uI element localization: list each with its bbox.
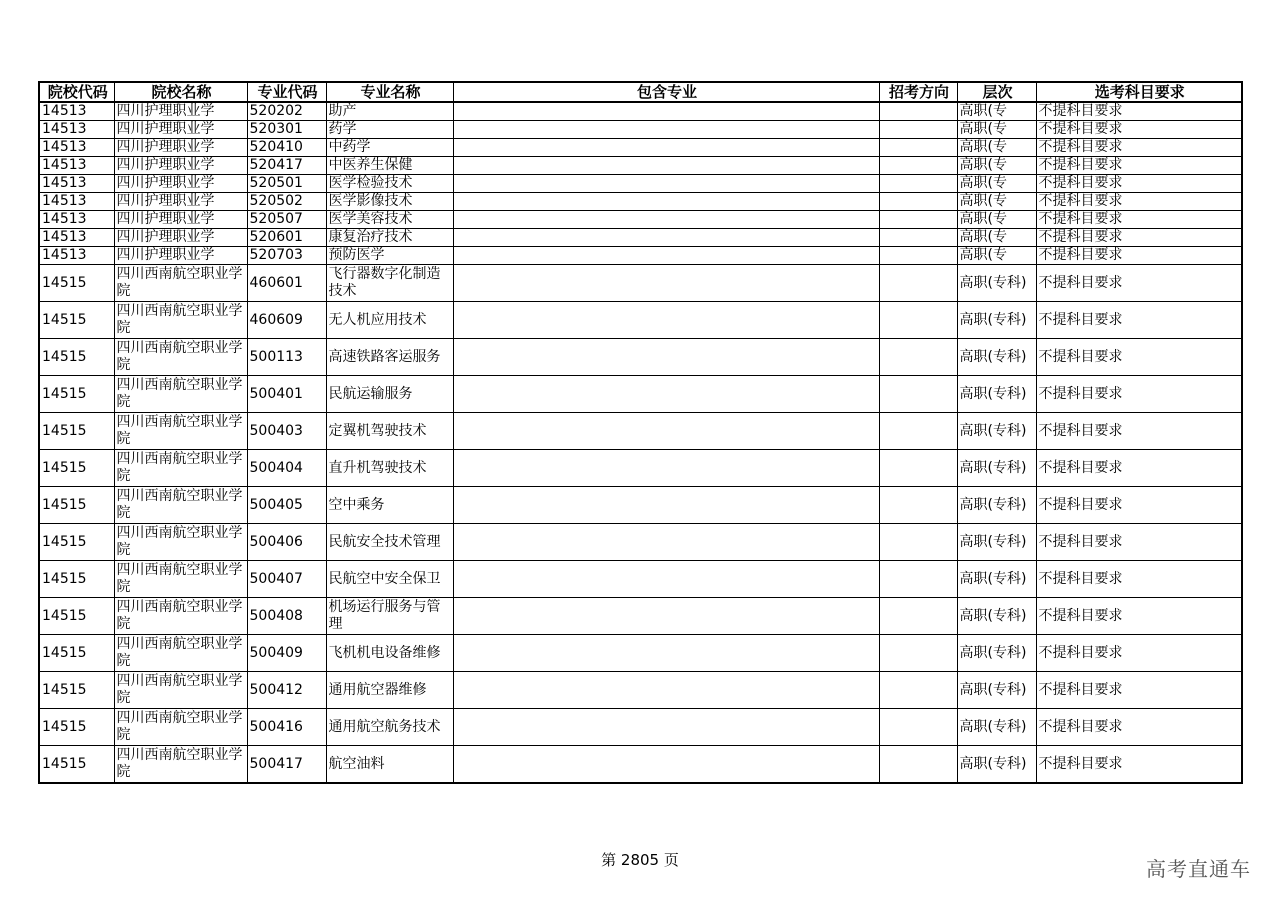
- cell-included-majors: [453, 709, 879, 746]
- cell-major-code: 500407: [247, 561, 326, 598]
- cell-level: 高职(专: [957, 102, 1036, 121]
- cell-school-code: 14515: [39, 524, 114, 561]
- cell-major-name: 通用航空器维修: [326, 672, 453, 709]
- cell-direction: [879, 376, 957, 413]
- cell-included-majors: [453, 450, 879, 487]
- cell-school-code: 14515: [39, 672, 114, 709]
- cell-major-name: 预防医学: [326, 247, 453, 265]
- cell-major-name: 民航空中安全保卫: [326, 561, 453, 598]
- cell-subject-requirement: 不提科目要求: [1036, 139, 1242, 157]
- cell-major-name: 中药学: [326, 139, 453, 157]
- cell-school-code: 14515: [39, 487, 114, 524]
- cell-direction: [879, 487, 957, 524]
- cell-major-code: 500404: [247, 450, 326, 487]
- cell-direction: [879, 561, 957, 598]
- table-row: [39, 746, 1242, 784]
- table-row: [39, 211, 1242, 229]
- cell-subject-requirement: 不提科目要求: [1036, 524, 1242, 561]
- cell-school-code: 14513: [39, 139, 114, 157]
- table-row: [39, 672, 1242, 709]
- cell-level: 高职(专科): [957, 487, 1036, 524]
- cell-major-code: 500408: [247, 598, 326, 635]
- cell-subject-requirement: 不提科目要求: [1036, 265, 1242, 302]
- cell-school-code: 14515: [39, 339, 114, 376]
- table-row: [39, 413, 1242, 450]
- cell-subject-requirement: 不提科目要求: [1036, 211, 1242, 229]
- cell-subject-requirement: 不提科目要求: [1036, 339, 1242, 376]
- cell-level: 高职(专科): [957, 339, 1036, 376]
- cell-school-code: 14513: [39, 157, 114, 175]
- cell-major-code: 500401: [247, 376, 326, 413]
- cell-major-name: 飞机机电设备维修: [326, 635, 453, 672]
- cell-school-code: 14515: [39, 450, 114, 487]
- table-row: [39, 229, 1242, 247]
- cell-level: 高职(专科): [957, 376, 1036, 413]
- cell-major-code: 520301: [247, 121, 326, 139]
- cell-level: 高职(专科): [957, 709, 1036, 746]
- cell-included-majors: [453, 193, 879, 211]
- cell-major-code: 500113: [247, 339, 326, 376]
- cell-major-code: 520507: [247, 211, 326, 229]
- cell-included-majors: [453, 265, 879, 302]
- cell-subject-requirement: 不提科目要求: [1036, 229, 1242, 247]
- table-row: [39, 157, 1242, 175]
- cell-included-majors: [453, 487, 879, 524]
- cell-included-majors: [453, 302, 879, 339]
- cell-major-code: 500417: [247, 746, 326, 784]
- cell-school-name: 四川西南航空职业学院: [114, 561, 247, 598]
- cell-subject-requirement: 不提科目要求: [1036, 376, 1242, 413]
- cell-major-code: 520703: [247, 247, 326, 265]
- cell-major-code: 460601: [247, 265, 326, 302]
- table-row: [39, 193, 1242, 211]
- table-row: [39, 339, 1242, 376]
- cell-included-majors: [453, 746, 879, 784]
- table-row: [39, 450, 1242, 487]
- cell-school-name: 四川护理职业学: [114, 121, 247, 139]
- cell-school-name: 四川西南航空职业学院: [114, 302, 247, 339]
- cell-level: 高职(专: [957, 157, 1036, 175]
- cell-level: 高职(专科): [957, 265, 1036, 302]
- cell-major-name: 高速铁路客运服务: [326, 339, 453, 376]
- cell-direction: [879, 139, 957, 157]
- cell-level: 高职(专科): [957, 746, 1036, 784]
- cell-included-majors: [453, 672, 879, 709]
- header-major-code: 专业代码: [247, 82, 326, 102]
- cell-level: 高职(专: [957, 211, 1036, 229]
- cell-direction: [879, 524, 957, 561]
- cell-subject-requirement: 不提科目要求: [1036, 746, 1242, 784]
- cell-school-name: 四川护理职业学: [114, 247, 247, 265]
- table-row: [39, 598, 1242, 635]
- cell-school-code: 14515: [39, 635, 114, 672]
- cell-school-name: 四川护理职业学: [114, 175, 247, 193]
- cell-school-name: 四川护理职业学: [114, 157, 247, 175]
- cell-direction: [879, 121, 957, 139]
- cell-school-code: 14515: [39, 598, 114, 635]
- cell-direction: [879, 598, 957, 635]
- cell-included-majors: [453, 247, 879, 265]
- cell-school-code: 14515: [39, 413, 114, 450]
- cell-major-name: 中医养生保健: [326, 157, 453, 175]
- cell-level: 高职(专科): [957, 635, 1036, 672]
- cell-direction: [879, 265, 957, 302]
- table-row: [39, 376, 1242, 413]
- header-major-name: 专业名称: [326, 82, 453, 102]
- cell-major-code: 500412: [247, 672, 326, 709]
- cell-school-code: 14515: [39, 376, 114, 413]
- cell-included-majors: [453, 229, 879, 247]
- cell-subject-requirement: 不提科目要求: [1036, 672, 1242, 709]
- header-direction: 招考方向: [879, 82, 957, 102]
- cell-school-name: 四川西南航空职业学院: [114, 376, 247, 413]
- table-row: [39, 175, 1242, 193]
- cell-major-name: 直升机驾驶技术: [326, 450, 453, 487]
- cell-included-majors: [453, 413, 879, 450]
- cell-direction: [879, 302, 957, 339]
- cell-direction: [879, 339, 957, 376]
- cell-school-name: 四川西南航空职业学院: [114, 672, 247, 709]
- cell-included-majors: [453, 157, 879, 175]
- cell-major-name: 康复治疗技术: [326, 229, 453, 247]
- cell-subject-requirement: 不提科目要求: [1036, 709, 1242, 746]
- cell-school-name: 四川西南航空职业学院: [114, 635, 247, 672]
- cell-included-majors: [453, 121, 879, 139]
- cell-major-code: 520502: [247, 193, 326, 211]
- cell-level: 高职(专科): [957, 450, 1036, 487]
- cell-included-majors: [453, 175, 879, 193]
- cell-direction: [879, 102, 957, 121]
- cell-school-name: 四川西南航空职业学院: [114, 487, 247, 524]
- cell-major-name: 民航运输服务: [326, 376, 453, 413]
- cell-major-code: 520417: [247, 157, 326, 175]
- table-row: [39, 247, 1242, 265]
- cell-direction: [879, 635, 957, 672]
- table-row: [39, 265, 1242, 302]
- cell-level: 高职(专科): [957, 598, 1036, 635]
- cell-school-name: 四川西南航空职业学院: [114, 746, 247, 784]
- cell-direction: [879, 746, 957, 784]
- table-row: [39, 121, 1242, 139]
- cell-included-majors: [453, 598, 879, 635]
- cell-subject-requirement: 不提科目要求: [1036, 121, 1242, 139]
- cell-subject-requirement: 不提科目要求: [1036, 561, 1242, 598]
- cell-school-code: 14515: [39, 709, 114, 746]
- cell-level: 高职(专: [957, 247, 1036, 265]
- cell-major-code: 500409: [247, 635, 326, 672]
- cell-subject-requirement: 不提科目要求: [1036, 193, 1242, 211]
- cell-major-code: 500403: [247, 413, 326, 450]
- cell-level: 高职(专: [957, 175, 1036, 193]
- admissions-table: [38, 81, 1243, 784]
- header-subject-requirement: 选考科目要求: [1036, 82, 1242, 102]
- cell-school-code: 14515: [39, 746, 114, 784]
- cell-major-name: 民航安全技术管理: [326, 524, 453, 561]
- cell-included-majors: [453, 139, 879, 157]
- cell-subject-requirement: 不提科目要求: [1036, 157, 1242, 175]
- cell-level: 高职(专: [957, 139, 1036, 157]
- cell-direction: [879, 709, 957, 746]
- cell-direction: [879, 157, 957, 175]
- cell-major-code: 500416: [247, 709, 326, 746]
- cell-major-code: 520410: [247, 139, 326, 157]
- cell-major-name: 医学影像技术: [326, 193, 453, 211]
- header-school-code: 院校代码: [39, 82, 114, 102]
- cell-school-name: 四川西南航空职业学院: [114, 709, 247, 746]
- cell-level: 高职(专科): [957, 524, 1036, 561]
- cell-major-name: 无人机应用技术: [326, 302, 453, 339]
- cell-major-name: 医学检验技术: [326, 175, 453, 193]
- table-row: [39, 139, 1242, 157]
- cell-school-name: 四川护理职业学: [114, 229, 247, 247]
- cell-level: 高职(专科): [957, 561, 1036, 598]
- cell-school-code: 14515: [39, 302, 114, 339]
- cell-major-name: 药学: [326, 121, 453, 139]
- cell-included-majors: [453, 635, 879, 672]
- table-row: [39, 487, 1242, 524]
- cell-school-name: 四川西南航空职业学院: [114, 524, 247, 561]
- table-header-row: [39, 82, 1242, 102]
- cell-subject-requirement: 不提科目要求: [1036, 450, 1242, 487]
- cell-subject-requirement: 不提科目要求: [1036, 635, 1242, 672]
- cell-school-name: 四川护理职业学: [114, 211, 247, 229]
- page-number: 第 2805 页: [601, 851, 679, 869]
- cell-major-name: 空中乘务: [326, 487, 453, 524]
- cell-direction: [879, 672, 957, 709]
- cell-school-name: 四川西南航空职业学院: [114, 450, 247, 487]
- cell-direction: [879, 450, 957, 487]
- table-row: [39, 709, 1242, 746]
- table-row: [39, 102, 1242, 121]
- cell-school-code: 14513: [39, 193, 114, 211]
- cell-direction: [879, 193, 957, 211]
- table-row: [39, 524, 1242, 561]
- cell-major-name: 助产: [326, 102, 453, 121]
- table-row: [39, 302, 1242, 339]
- cell-school-name: 四川西南航空职业学院: [114, 598, 247, 635]
- cell-included-majors: [453, 211, 879, 229]
- cell-included-majors: [453, 561, 879, 598]
- cell-direction: [879, 175, 957, 193]
- table-row: [39, 635, 1242, 672]
- cell-school-name: 四川护理职业学: [114, 139, 247, 157]
- cell-direction: [879, 247, 957, 265]
- cell-school-code: 14515: [39, 561, 114, 598]
- cell-level: 高职(专科): [957, 413, 1036, 450]
- cell-subject-requirement: 不提科目要求: [1036, 487, 1242, 524]
- cell-level: 高职(专: [957, 229, 1036, 247]
- cell-major-code: 500405: [247, 487, 326, 524]
- cell-major-code: 520202: [247, 102, 326, 121]
- cell-school-code: 14513: [39, 229, 114, 247]
- cell-included-majors: [453, 339, 879, 376]
- cell-level: 高职(专: [957, 121, 1036, 139]
- cell-subject-requirement: 不提科目要求: [1036, 413, 1242, 450]
- cell-school-name: 四川护理职业学: [114, 102, 247, 121]
- cell-major-code: 460609: [247, 302, 326, 339]
- cell-school-name: 四川西南航空职业学院: [114, 265, 247, 302]
- cell-school-code: 14513: [39, 211, 114, 229]
- cell-major-code: 500406: [247, 524, 326, 561]
- header-level: 层次: [957, 82, 1036, 102]
- cell-school-code: 14513: [39, 175, 114, 193]
- cell-major-name: 机场运行服务与管理: [326, 598, 453, 635]
- cell-school-code: 14515: [39, 265, 114, 302]
- cell-level: 高职(专科): [957, 672, 1036, 709]
- cell-major-name: 飞行器数字化制造技术: [326, 265, 453, 302]
- cell-level: 高职(专科): [957, 302, 1036, 339]
- cell-major-code: 520501: [247, 175, 326, 193]
- cell-direction: [879, 229, 957, 247]
- cell-subject-requirement: 不提科目要求: [1036, 598, 1242, 635]
- cell-level: 高职(专: [957, 193, 1036, 211]
- cell-school-name: 四川护理职业学: [114, 193, 247, 211]
- cell-major-name: 定翼机驾驶技术: [326, 413, 453, 450]
- cell-school-name: 四川西南航空职业学院: [114, 339, 247, 376]
- cell-school-code: 14513: [39, 247, 114, 265]
- cell-major-name: 航空油料: [326, 746, 453, 784]
- cell-included-majors: [453, 102, 879, 121]
- cell-direction: [879, 413, 957, 450]
- cell-school-name: 四川西南航空职业学院: [114, 413, 247, 450]
- cell-subject-requirement: 不提科目要求: [1036, 302, 1242, 339]
- cell-included-majors: [453, 376, 879, 413]
- cell-subject-requirement: 不提科目要求: [1036, 247, 1242, 265]
- cell-major-name: 通用航空航务技术: [326, 709, 453, 746]
- cell-included-majors: [453, 524, 879, 561]
- cell-subject-requirement: 不提科目要求: [1036, 175, 1242, 193]
- watermark: 高考直通车: [1146, 857, 1251, 881]
- table-row: [39, 561, 1242, 598]
- cell-school-code: 14513: [39, 102, 114, 121]
- cell-subject-requirement: 不提科目要求: [1036, 102, 1242, 121]
- cell-direction: [879, 211, 957, 229]
- table-body: [39, 102, 1242, 783]
- header-included-majors: 包含专业: [453, 82, 879, 102]
- cell-major-name: 医学美容技术: [326, 211, 453, 229]
- cell-school-code: 14513: [39, 121, 114, 139]
- cell-major-code: 520601: [247, 229, 326, 247]
- header-school-name: 院校名称: [114, 82, 247, 102]
